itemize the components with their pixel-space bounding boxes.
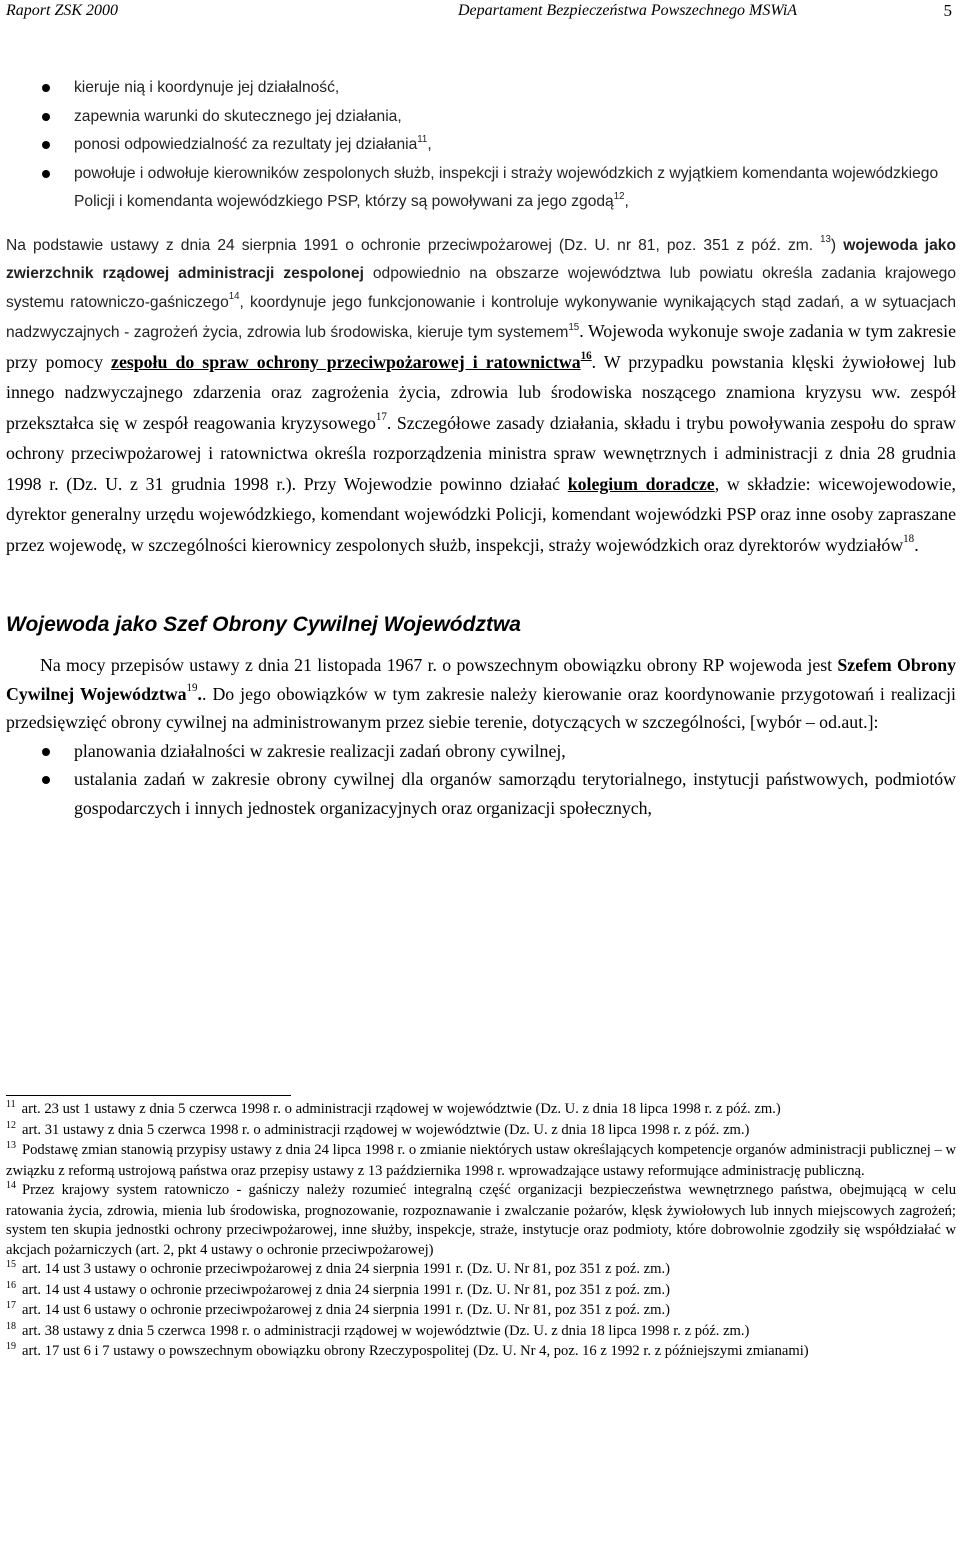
footnotes — [6, 1100, 956, 1363]
page-number: 5 — [943, 1, 952, 20]
footnote: $^{13}$ Podstawę zmian stanowią przypisy ustawy z dnia 24 lipca 1998 r. o zmianie niektórych ustaw określających kompetencje organów administracji publicznej – w związku z reformą ustrojową państwa oraz przepisy ustawy z 13 października 1998 r. wprowadzające ustawy reformujące administrację publiczną. — [6, 1140, 956, 1179]
footnote: $^{11}$ art. 23 ust 1 ustawy z dnia 5 czerwca 1998 r. o administracji rządowej w województwie (Dz. U. z dnia 18 lipca 1998 r. z póź. zm.) — [6, 1099, 781, 1117]
bold-phrase: wojewoda jako zwierzchnik rządowej administracji zespolonej — [6, 236, 956, 282]
header-department: Departament Bezpieczeństwa Powszechnego MSWiA — [458, 2, 798, 19]
list-item: zapewnia warunki do skutecznego jej działania, — [6, 103, 956, 132]
footnote-ref[interactable]: 11 — [417, 133, 428, 145]
duties-list — [6, 74, 956, 217]
footnote: $^{15}$ art. 14 ust 3 ustawy o ochronie przeciwpożarowej z dnia 24 sierpnia 1991 r. (Dz. U. Nr 81, poz 351 z poź. zm.) — [6, 1259, 671, 1277]
underlined-term: zespołu do spraw ochrony przeciwpożarowej i ratownictwa — [111, 351, 581, 372]
footnote-ref[interactable]: 12 — [613, 190, 625, 202]
bullet-icon — [42, 170, 50, 178]
footnote-ref[interactable]: 16 — [580, 350, 592, 363]
bullet-icon — [42, 84, 50, 92]
list-item: powołuje i odwołuje kierowników zespolonych służb, inspekcji i straży wojewódzkich z wyjątkiem komendanta wojewódzkiego Policji i komendanta wojewódzkiego PSP, którzy są powoływani za jego zgodą$^{12}$, — [6, 160, 956, 217]
footnote-ref[interactable]: 19 — [186, 682, 198, 695]
footnote-separator — [6, 1095, 291, 1096]
footnote: $^{12}$ art. 31 ustawy z dnia 5 czerwca 1998 r. o administracji rządowej w województwie (Dz. U. z dnia 18 lipca 1998 r. z póź. zm.) — [6, 1119, 750, 1138]
footnote-ref[interactable]: 14 — [228, 291, 240, 303]
bullet-icon — [42, 141, 50, 149]
bullet-icon — [42, 113, 50, 121]
underlined-term: kolegium doradcze — [567, 473, 715, 494]
section-heading: Wojewoda jako Szef Obrony Cywilnej Województwa — [6, 613, 521, 636]
footnote-ref[interactable]: 15 — [568, 321, 580, 333]
civil-defence-list — [6, 737, 956, 823]
list-item: planowania działalności w zakresie realizacji zadań obrony cywilnej, — [6, 737, 956, 766]
header-report-title: Raport ZSK 2000 — [6, 2, 119, 19]
bold-phrase: Szefem Obrony Cywilnej Województwa — [6, 655, 956, 704]
bullet-icon — [42, 776, 50, 784]
list-item: kieruje nią i koordynuje jej działalność, — [6, 74, 956, 103]
footnote: $^{18}$ art. 38 ustawy z dnia 5 czerwca 1998 r. o administracji rządowej w województwie (Dz. U. z dnia 18 lipca 1998 r. z póź. zm.) — [6, 1320, 750, 1339]
civil-defence-paragraph: Na mocy przepisów ustawy z dnia 21 listopada 1967 r. o powszechnym obowiązku obrony RP wojewoda jest Szefem Obrony Cywilnej Województwa$^{19}$.. Do jego obowiązków w tym zakresie należy kierowanie oraz koordynowanie przygotowań i realizacji przedsięwzięć obrony cywilnej na administrowanym przez siebie terenie, dotyczących w szczególności, [wybór – od.aut.]: — [6, 655, 956, 732]
bullet-icon — [42, 748, 50, 756]
footnote: $^{17}$ art. 14 ust 6 ustawy o ochronie przeciwpożarowej z dnia 24 sierpnia 1991 r. (Dz. U. Nr 81, poz 351 z poź. zm.) — [6, 1300, 671, 1318]
list-item: ponosi odpowiedzialność za rezultaty jej działania$^{11}$, — [6, 131, 956, 160]
footnote-ref[interactable]: 13 — [820, 234, 831, 246]
footnote: $^{16}$ art. 14 ust 4 ustawy o ochronie przeciwpożarowej z dnia 24 sierpnia 1991 r. (Dz. U. Nr 81, poz 351 z poź. zm.) — [6, 1279, 671, 1298]
list-item: ustalania zadań w zakresie obrony cywilnej dla organów samorządu terytorialnego, instytucji państwowych, podmiotów gospodarczych i innych jednostek organizacyjnych oraz organizacji społecznych, — [6, 765, 956, 822]
page-header — [6, 0, 952, 22]
footnote-ref[interactable]: 17 — [375, 411, 387, 424]
footnote-ref[interactable]: 18 — [903, 533, 915, 546]
main-content — [6, 74, 956, 822]
footnote: $^{19}$ art. 17 ust 6 i 7 ustawy o powszechnym obowiązku obrony Rzeczypospolitej (Dz. U. Nr 4, poz. 16 z 1992 r. z późniejszymi zmianami) — [6, 1341, 809, 1359]
footnote: $^{14}$ Przez krajowy system ratowniczo - gaśniczy należy rozumieć integralną część organizacji bezpieczeństwa wewnętrznego państwa, obejmującą w celu ratowania życia, zdrowia, mienia lub środowiska, prognozowanie, rozpoznawanie i zwalczanie pożarów, klęsk żywiołowych lub innych miejscowych zagrożeń; system ten skupia jednostki ochrony przeciwpożarowej, inne służby, inspekcje, straże, instytucje oraz podmioty, które dobrowolnie zgodziły się współdziałać w akcjach pożarniczych (art. 2, pkt 4 ustawy o ochronie przeciwpożarowej) — [6, 1180, 956, 1258]
fire-protection-paragraph: Na podstawie ustawy z dnia 24 sierpnia 1991 o ochronie przeciwpożarowej (Dz. U. nr 81, poz. 351 z póź. zm. $^{13}$) wojewoda jako zwierzchnik rządowej administracji zespolonej odpowiednio na obszarze województwa lub powiatu określa zadania krajowego systemu ratowniczo-gaśniczego$^{14}$, koordynuje jego funkcjonowanie i kontroluje wykonywanie wynikających stąd zadań, a w sytuacjach nadzwyczajnych - zagrożeń życia, zdrowia lub środowiska, kieruje tym systemem$^{15}$. Wojewoda wykonuje swoje zadania w tym zakresie przy pomocy zespołu do spraw ochrony przeciwpożarowej i ratownictwa$^{16}$. W przypadku powstania klęski żywiołowej lub innego nadzwyczajnego zdarzenia oraz zagrożenia życia, zdrowia lub środowiska noszącego znamiona kryzysu ww. zespół przekształca się w zespół reagowania kryzysowego$^{17}$. Szczegółowe zasady działania, składu i trybu powoływania zespołu do spraw ochrony przeciwpożarowej i ratownictwa określa rozporządzenia ministra spraw wewnętrznych i administracji z dnia 28 grudnia 1998 r. (Dz. U. z 31 grudnia 1998 r.). Przy Wojewodzie powinno działać kolegium doradcze, w składzie: wicewojewodowie, dyrektor generalny urzędu wojewódzkiego, komendant wojewódzki Policji, komendant wojewódzki PSP oraz inne osoby zapraszane przez wojewodę, w szczególności kierownicy zespolonych służb, inspekcji, straży wojewódzkich oraz dyrektorów wydziałów$^{18}$. — [6, 234, 957, 555]
